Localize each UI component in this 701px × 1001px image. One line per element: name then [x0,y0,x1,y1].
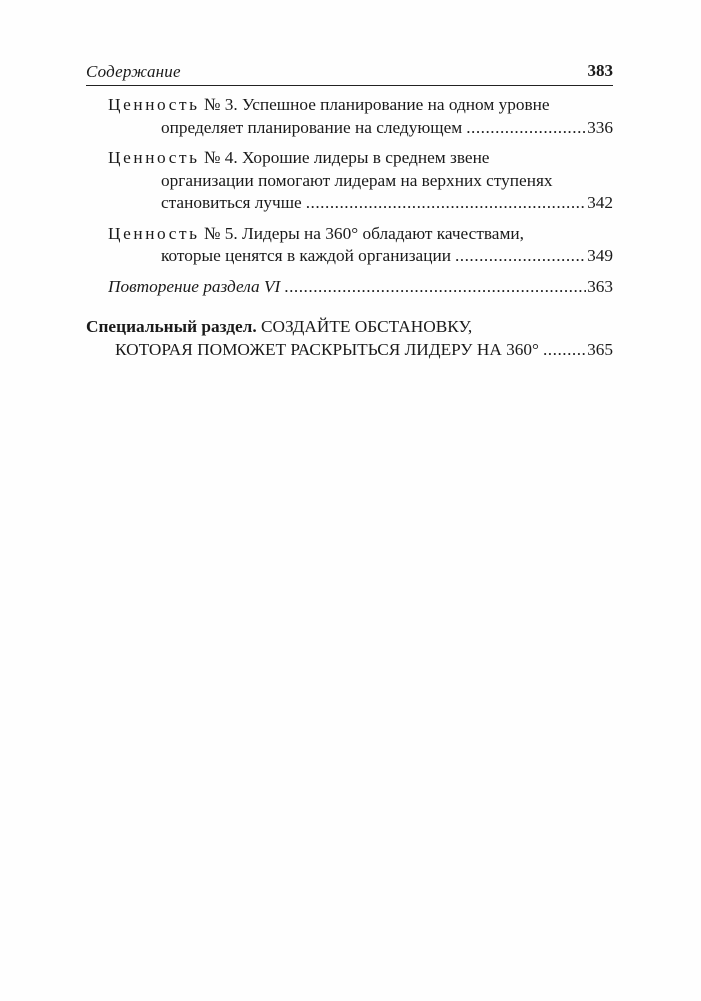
toc-entry-text: Повторение раздела VI [108,276,281,296]
toc-entry-value-5[interactable] [108,223,613,268]
toc-page-number: 336 [587,117,613,137]
running-head-title: Содержание [86,62,181,81]
toc-entry-text: № 5. Лидеры на 360° обладают качествами, [203,223,524,243]
toc-entry-label: Ценность [108,223,200,243]
toc-entry-line [108,245,613,268]
toc-entry-line [86,316,613,339]
toc-entry-text: определяет планирование на следующем [161,117,463,137]
toc-entry-value-3[interactable] [108,94,613,139]
toc-entry-line [108,147,613,170]
toc-entry-special-section[interactable] [86,316,613,361]
dot-leader [306,192,586,215]
dot-leader [466,117,586,140]
toc-entry-review[interactable] [108,276,613,299]
toc-page-number: 349 [587,246,613,265]
toc-entry-text: № 3. Успешное планирование на одном уровне [203,95,550,114]
toc-entry-value-4[interactable] [108,147,613,215]
table-of-contents [86,94,613,369]
toc-page-number: 365 [587,339,613,359]
toc-page-number: 342 [587,193,613,212]
toc-entry-line: организации помогают лидерам на верхних ступенях [161,170,553,190]
toc-entry-label: Специальный раздел. [86,317,257,336]
toc-entry-line [108,192,613,215]
toc-entry-text: КОТОРАЯ ПОМОЖЕТ РАСКРЫТЬСЯ ЛИДЕРУ НА 360° [115,339,539,359]
page-number: 383 [587,61,613,80]
dot-leader [543,339,586,362]
toc-entry-label: Ценность [108,95,200,114]
toc-entry-line [108,223,613,246]
header-rule [86,85,613,86]
toc-entry-label: Ценность [108,148,200,167]
running-head [86,58,613,84]
toc-entry-text: СОЗДАЙТЕ ОБСТАНОВКУ, [261,317,473,336]
toc-entry-line [108,117,613,140]
toc-entry-line [108,276,613,299]
toc-entry-line [108,94,613,117]
toc-entry-line [86,339,613,362]
dot-leader [455,245,586,268]
dot-leader [284,276,586,299]
toc-entry-text: № 4. Хорошие лидеры в среднем звене [203,148,490,167]
toc-entry-text: которые ценятся в каждой организации [161,246,451,265]
toc-page-number: 363 [587,276,613,296]
toc-entry-text: становиться лучше [161,193,302,212]
